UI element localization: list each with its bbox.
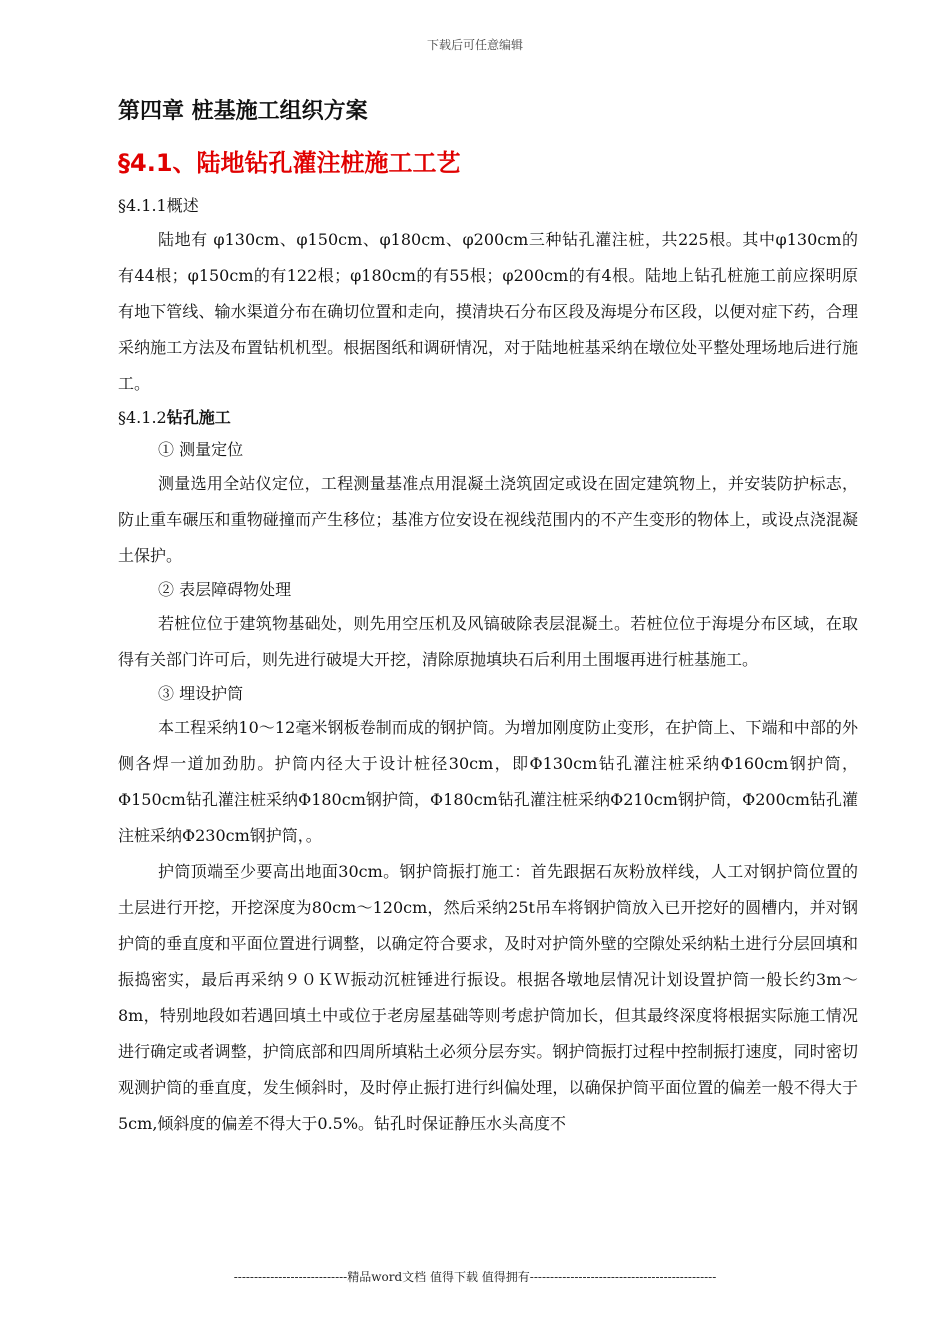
paragraph-casing-2: 护筒顶端至少要高出地面30cm。钢护筒振打施工：首先跟据石灰粉放样线，人工对钢护筒位置的土层进行开挖，开挖深度为80cm～120cm，然后采纳25t吊车将钢护筒放入已开挖好的圆槽内，并对钢护筒的垂直度和平面位置进行调整，以确定符合要求，及时对护筒外壁的空隙处采纳粘土进行分层回填和振捣密实，最后再采纳９０ＫＷ振动沉桩锤进行振设。根据各墩地层情况计划设置护筒一般长约3m～8m，特别地段如若遇回填土中或位于老房屋基础等则考虑护筒加长，但其最终深度将根据实际施工情况进行确定或者调整，护筒底部和四周所填粘土必须分层夯实。钢护筒振打过程中控制振打速度，同时密切观测护筒的垂直度，发生倾斜时，及时停止振打进行纠偏处理，以确保护筒平面位置的偏差一般不得大于5cm,倾斜度的偏差不得大于0.5%。钻孔时保证静压水头高度不 <box>118 862 858 1133</box>
subsection-title-overview: §4.1.1概述 <box>118 196 199 215</box>
paragraph-obstacle: 若桩位位于建筑物基础处，则先用空压机及风镐破除表层混凝土。若桩位位于海堤分布区域，在取得有关部门许可后，则先进行破堤大开挖，清除原抛填块石后利用土围堰再进行桩基施工。 <box>118 614 858 669</box>
subsection-title-drilling <box>118 402 858 434</box>
item-title-survey: ① 测量定位 <box>158 440 244 459</box>
page-header: 下载后可任意编辑 <box>426 38 523 52</box>
paragraph-casing-1: 本工程采纳10～12毫米钢板卷制而成的钢护筒。为增加刚度防止变形，在护筒上、下端和中部的外侧各焊一道加劲肋。护筒内径大于设计桩径30cm，即Φ130cm钻孔灌注桩采纳Φ160cm钢护筒，Φ150cm钻孔灌注桩采纳Φ180cm钢护筒，Φ180cm钻孔灌注桩采纳Φ210cm钢护筒，Φ200cm钻孔灌注桩采纳Φ230cm钢护筒，。 <box>118 718 858 845</box>
subsection-number: §4.1.2 <box>118 408 167 427</box>
section-title: §4.1、陆地钻孔灌注桩施工工艺 <box>118 149 461 177</box>
paragraph-overview: 陆地有 φ130cm、φ150cm、φ180cm、φ200cm三种钻孔灌注桩，共225根。其中φ130cm的有44根；φ150cm的有122根；φ180cm的有55根；φ200cm的有4根。陆地上钻孔桩施工前应探明原有地下管线、输水渠道分布在确切位置和走向，摸清块石分布区段及海堤分布区段，以便对症下药，合理采纳施工方法及布置钻机机型。根据图纸和调研情况，对于陆地桩基采纳在墩位处平整处理场地后进行施工。 <box>118 230 858 393</box>
document-body <box>118 96 858 1142</box>
page-footer: ----------------------------精品word文档 值得下载 值得拥有---------------------------------------------- <box>233 1270 717 1284</box>
chapter-title: 第四章 桩基施工组织方案 <box>118 99 368 124</box>
subsection-name: 钻孔施工 <box>166 408 231 427</box>
paragraph-survey: 测量选用全站仪定位，工程测量基准点用混凝土浇筑固定或设在固定建筑物上，并安装防护标志，防止重车碾压和重物碰撞而产生移位；基准方位安设在视线范围内的不产生变形的物体上，或设点浇混凝土保护。 <box>118 474 858 565</box>
item-title-casing: ③ 埋设护筒 <box>158 684 244 703</box>
item-title-obstacle: ② 表层障碍物处理 <box>158 580 292 599</box>
